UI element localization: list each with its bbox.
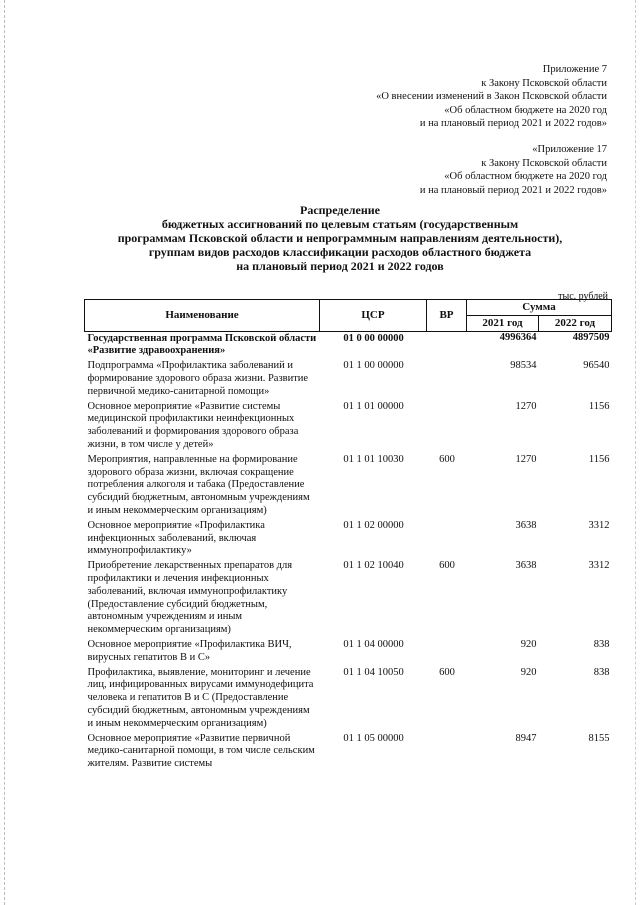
- header-2022: 2022 год: [539, 315, 612, 331]
- row-2022: 3312: [588, 519, 610, 531]
- table-row: [85, 639, 612, 667]
- budget-table: [84, 299, 612, 773]
- row-2022: 96540: [583, 360, 610, 372]
- row-csr: 01 1 02 10040: [343, 560, 404, 572]
- title-line: группам видов расходов классификации расходов областного бюджета: [148, 245, 532, 259]
- table-row: [85, 331, 612, 360]
- row-name: Государственная программа Псковской области «Развитие здравоохранения»: [85, 331, 320, 360]
- table-row: [85, 360, 612, 400]
- header-name: Наименование: [85, 300, 320, 332]
- row-name: Основное мероприятие «Развитие первичной медико-санитарной помощи, в том числе сельским жителям. Развитие системы: [87, 732, 315, 770]
- row-csr: 01 1 05 00000: [343, 732, 404, 744]
- header-line: Приложение 7: [542, 64, 607, 75]
- row-name: Профилактика, выявление, мониторинг и лечение лиц, инфицированных вирусами иммунодефицита человека и гепатитов В и С (Предоставление субсидий бюджетным, автономным учреждениям и иным некоммерческим организациям): [87, 666, 314, 729]
- row-vr: 600: [439, 666, 455, 678]
- header-line: «Приложение 17: [532, 144, 607, 155]
- scan-edge-left: [4, 0, 6, 905]
- header-line: «О внесении изменений в Закон Псковской области: [376, 91, 607, 102]
- row-2021: 920: [520, 638, 537, 650]
- header-vr: ВР: [427, 300, 467, 332]
- header-line: и на плановый период 2021 и 2022 годов»: [419, 184, 607, 196]
- row-2021: 4996364: [467, 331, 539, 360]
- table-row: [85, 401, 612, 454]
- header-sum: Сумма: [467, 300, 612, 316]
- appendix-7-header: [376, 63, 607, 131]
- title-line: на плановый период 2021 и 2022 годов: [236, 259, 444, 273]
- row-csr: 01 1 04 10050: [343, 666, 404, 678]
- row-csr: 01 1 02 00000: [343, 519, 404, 531]
- row-name: Основное мероприятие «Профилактика ВИЧ, вирусных гепатитов В и С»: [87, 638, 292, 663]
- row-csr: 01 1 01 00000: [343, 400, 404, 412]
- row-vr: [427, 401, 467, 454]
- row-vr: [427, 520, 467, 560]
- row-name: Мероприятия, направленные на формирование здорового образа жизни, включая сокращение потребления алкоголя и табака (Предоставление субсидий бюджетным, автономным учреждениям и иным некоммерческим организациям): [87, 453, 310, 516]
- appendix-17-header: [420, 143, 607, 197]
- row-2022: 4897509: [539, 331, 612, 360]
- row-vr: 600: [439, 560, 455, 572]
- row-csr: 01 1 01 10030: [343, 453, 404, 465]
- row-2021: 1270: [515, 453, 537, 465]
- row-2022: 838: [593, 666, 610, 678]
- row-2021: 98534: [510, 360, 537, 372]
- row-vr: [427, 639, 467, 667]
- scan-edge-right: [635, 0, 637, 905]
- units-label: тыс. рублей: [558, 291, 608, 302]
- table-row: [85, 520, 612, 560]
- row-2021: 1270: [515, 400, 537, 412]
- row-csr: 01 1 04 00000: [343, 638, 404, 650]
- row-2022: 1156: [588, 400, 610, 412]
- header-line: к Закону Псковской области: [481, 157, 607, 169]
- row-name: Основное мероприятие «Профилактика инфекционных заболеваний, включая иммунопрофилактику»: [87, 519, 265, 557]
- row-vr: 600: [439, 453, 455, 465]
- title-line: Распределение: [299, 203, 381, 217]
- row-2021: 3638: [515, 519, 537, 531]
- row-2021: 920: [520, 666, 537, 678]
- title-line: бюджетных ассигнований по целевым статьям (государственным: [161, 217, 519, 231]
- row-csr: 01 1 00 00000: [343, 360, 404, 372]
- header-line: «Об областном бюджете на 2020 год: [444, 104, 607, 116]
- row-vr: [427, 733, 467, 773]
- document-title: [90, 203, 590, 273]
- row-2022: 8155: [588, 732, 610, 744]
- table-row: [85, 733, 612, 773]
- row-csr: 01 0 00 00000: [320, 331, 427, 360]
- row-2021: 8947: [515, 732, 537, 744]
- title-line: программам Псковской области и непрограммным направлениям деятельности),: [117, 231, 563, 245]
- row-2022: 838: [593, 638, 610, 650]
- row-name: Приобретение лекарственных препаратов для профилактики и лечения инфекционных заболеваний, включая иммунопрофилактику (Предоставление субсидий бюджетным, автономным учреждениям и иным некоммерческим организациям): [87, 560, 293, 636]
- header-2021: 2021 год: [467, 315, 539, 331]
- table-row: [85, 560, 612, 639]
- row-vr: [427, 331, 467, 360]
- table-row: [85, 454, 612, 520]
- row-vr: [427, 360, 467, 400]
- row-2022: 3312: [588, 560, 610, 572]
- header-line: и на плановый период 2021 и 2022 годов»: [419, 118, 607, 129]
- header-line: «Об областном бюджете на 2020 год: [444, 171, 607, 182]
- row-2021: 3638: [515, 560, 537, 572]
- row-name: Подпрограмма «Профилактика заболеваний и формирование здорового образа жизни. Развитие первичной медико-санитарной помощи»: [87, 360, 309, 397]
- row-2022: 1156: [588, 453, 610, 465]
- table-row: [85, 667, 612, 733]
- header-csr: ЦСР: [320, 300, 427, 332]
- header-line: к Закону Псковской области: [481, 77, 607, 89]
- row-name: Основное мероприятие «Развитие системы медицинской профилактики неинфекционных заболеваний и формирования здорового образа жизни, в том числе у детей»: [87, 400, 299, 450]
